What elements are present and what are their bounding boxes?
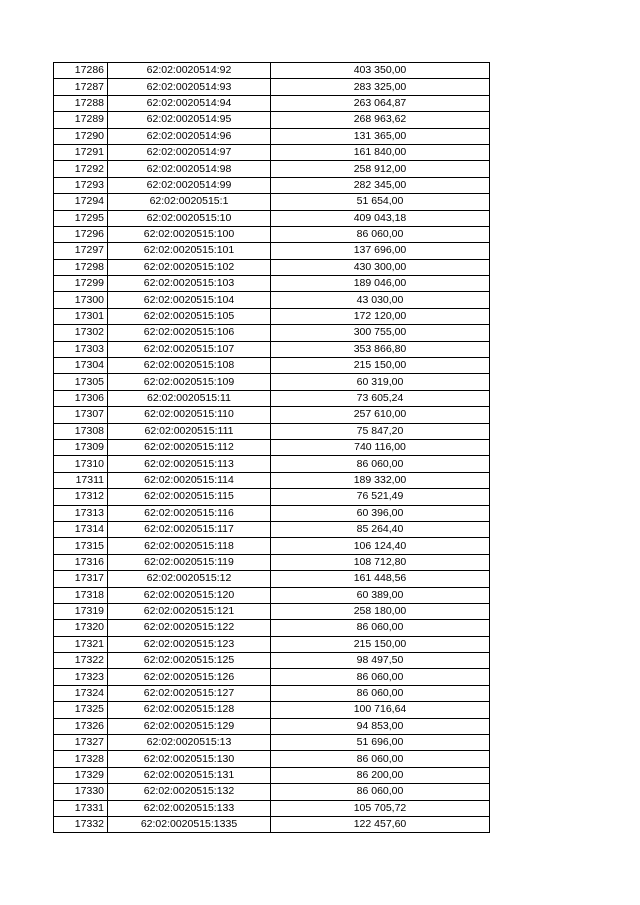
row-number-cell: 17314 xyxy=(54,521,108,537)
cadastral-number-cell: 62:02:0020515:129 xyxy=(108,718,271,734)
row-number-cell: 17292 xyxy=(54,161,108,177)
table-row xyxy=(54,423,490,439)
row-number-cell: 17320 xyxy=(54,620,108,636)
cadastral-value-cell: 283 325,00 xyxy=(271,79,490,95)
table-row xyxy=(54,439,490,455)
table-row xyxy=(54,751,490,767)
table-row xyxy=(54,243,490,259)
cadastral-value-cell: 86 060,00 xyxy=(271,620,490,636)
cadastral-number-cell: 62:02:0020515:120 xyxy=(108,587,271,603)
cadastral-number-cell: 62:02:0020515:114 xyxy=(108,472,271,488)
cadastral-number-cell: 62:02:0020515:128 xyxy=(108,702,271,718)
cadastral-number-cell: 62:02:0020515:106 xyxy=(108,325,271,341)
table-row xyxy=(54,554,490,570)
row-number-cell: 17312 xyxy=(54,489,108,505)
table-row xyxy=(54,177,490,193)
row-number-cell: 17301 xyxy=(54,308,108,324)
cadastral-number-cell: 62:02:0020515:1 xyxy=(108,194,271,210)
cadastral-number-cell: 62:02:0020515:116 xyxy=(108,505,271,521)
row-number-cell: 17319 xyxy=(54,603,108,619)
row-number-cell: 17313 xyxy=(54,505,108,521)
cadastral-value-cell: 43 030,00 xyxy=(271,292,490,308)
table-row xyxy=(54,538,490,554)
cadastral-number-cell: 62:02:0020515:115 xyxy=(108,489,271,505)
cadastral-value-cell: 60 389,00 xyxy=(271,587,490,603)
cadastral-value-cell: 75 847,20 xyxy=(271,423,490,439)
row-number-cell: 17299 xyxy=(54,276,108,292)
table-row xyxy=(54,407,490,423)
cadastral-number-cell: 62:02:0020515:109 xyxy=(108,374,271,390)
table-row xyxy=(54,226,490,242)
cadastral-value-cell: 430 300,00 xyxy=(271,259,490,275)
cadastral-value-cell: 263 064,87 xyxy=(271,95,490,111)
cadastral-number-cell: 62:02:0020515:110 xyxy=(108,407,271,423)
cadastral-number-cell: 62:02:0020515:123 xyxy=(108,636,271,652)
cadastral-value-cell: 60 396,00 xyxy=(271,505,490,521)
row-number-cell: 17296 xyxy=(54,226,108,242)
row-number-cell: 17298 xyxy=(54,259,108,275)
cadastral-number-cell: 62:02:0020515:122 xyxy=(108,620,271,636)
table-row xyxy=(54,571,490,587)
table-row xyxy=(54,718,490,734)
cadastral-value-cell: 73 605,24 xyxy=(271,390,490,406)
row-number-cell: 17310 xyxy=(54,456,108,472)
row-number-cell: 17289 xyxy=(54,112,108,128)
cadastral-value-cell: 100 716,64 xyxy=(271,702,490,718)
row-number-cell: 17318 xyxy=(54,587,108,603)
row-number-cell: 17291 xyxy=(54,144,108,160)
cadastral-number-cell: 62:02:0020515:12 xyxy=(108,571,271,587)
table-row xyxy=(54,276,490,292)
cadastral-value-cell: 257 610,00 xyxy=(271,407,490,423)
row-number-cell: 17316 xyxy=(54,554,108,570)
cadastral-value-cell: 76 521,49 xyxy=(271,489,490,505)
cadastral-number-cell: 62:02:0020514:96 xyxy=(108,128,271,144)
row-number-cell: 17286 xyxy=(54,63,108,79)
row-number-cell: 17331 xyxy=(54,800,108,816)
cadastral-number-cell: 62:02:0020515:111 xyxy=(108,423,271,439)
table-row xyxy=(54,210,490,226)
cadastral-number-cell: 62:02:0020515:119 xyxy=(108,554,271,570)
table-row xyxy=(54,784,490,800)
cadastral-number-cell: 62:02:0020515:11 xyxy=(108,390,271,406)
row-number-cell: 17293 xyxy=(54,177,108,193)
row-number-cell: 17300 xyxy=(54,292,108,308)
cadastral-number-cell: 62:02:0020515:105 xyxy=(108,308,271,324)
row-number-cell: 17302 xyxy=(54,325,108,341)
cadastral-value-cell: 161 840,00 xyxy=(271,144,490,160)
cadastral-value-cell: 60 319,00 xyxy=(271,374,490,390)
row-number-cell: 17330 xyxy=(54,784,108,800)
cadastral-number-cell: 62:02:0020515:103 xyxy=(108,276,271,292)
cadastral-value-cell: 189 046,00 xyxy=(271,276,490,292)
cadastral-number-cell: 62:02:0020514:99 xyxy=(108,177,271,193)
row-number-cell: 17287 xyxy=(54,79,108,95)
cadastral-value-cell: 215 150,00 xyxy=(271,358,490,374)
cadastral-number-cell: 62:02:0020515:108 xyxy=(108,358,271,374)
table-row xyxy=(54,390,490,406)
cadastral-value-table xyxy=(53,62,490,833)
table-row xyxy=(54,767,490,783)
cadastral-value-cell: 94 853,00 xyxy=(271,718,490,734)
table-row xyxy=(54,341,490,357)
cadastral-number-cell: 62:02:0020515:100 xyxy=(108,226,271,242)
cadastral-number-cell: 62:02:0020514:98 xyxy=(108,161,271,177)
table-row xyxy=(54,472,490,488)
cadastral-value-cell: 108 712,80 xyxy=(271,554,490,570)
cadastral-number-cell: 62:02:0020514:97 xyxy=(108,144,271,160)
cadastral-value-cell: 409 043,18 xyxy=(271,210,490,226)
cadastral-number-cell: 62:02:0020515:13 xyxy=(108,735,271,751)
cadastral-value-cell: 86 060,00 xyxy=(271,669,490,685)
cadastral-value-cell: 85 264,40 xyxy=(271,521,490,537)
cadastral-number-cell: 62:02:0020515:117 xyxy=(108,521,271,537)
table-row xyxy=(54,816,490,832)
row-number-cell: 17303 xyxy=(54,341,108,357)
table-row xyxy=(54,669,490,685)
cadastral-number-cell: 62:02:0020515:126 xyxy=(108,669,271,685)
table-row xyxy=(54,489,490,505)
cadastral-value-cell: 86 200,00 xyxy=(271,767,490,783)
table-row xyxy=(54,702,490,718)
cadastral-value-cell: 106 124,40 xyxy=(271,538,490,554)
table-row xyxy=(54,653,490,669)
cadastral-number-cell: 62:02:0020514:93 xyxy=(108,79,271,95)
row-number-cell: 17326 xyxy=(54,718,108,734)
row-number-cell: 17295 xyxy=(54,210,108,226)
cadastral-value-cell: 215 150,00 xyxy=(271,636,490,652)
cadastral-number-cell: 62:02:0020515:112 xyxy=(108,439,271,455)
row-number-cell: 17290 xyxy=(54,128,108,144)
row-number-cell: 17327 xyxy=(54,735,108,751)
cadastral-value-cell: 51 696,00 xyxy=(271,735,490,751)
table-row xyxy=(54,374,490,390)
cadastral-number-cell: 62:02:0020515:121 xyxy=(108,603,271,619)
cadastral-number-cell: 62:02:0020515:131 xyxy=(108,767,271,783)
table-row xyxy=(54,325,490,341)
table-row xyxy=(54,161,490,177)
row-number-cell: 17306 xyxy=(54,390,108,406)
table-row xyxy=(54,505,490,521)
row-number-cell: 17324 xyxy=(54,685,108,701)
cadastral-value-cell: 98 497,50 xyxy=(271,653,490,669)
table-row xyxy=(54,685,490,701)
cadastral-value-cell: 122 457,60 xyxy=(271,816,490,832)
row-number-cell: 17315 xyxy=(54,538,108,554)
table-row xyxy=(54,259,490,275)
cadastral-number-cell: 62:02:0020514:94 xyxy=(108,95,271,111)
row-number-cell: 17308 xyxy=(54,423,108,439)
cadastral-value-cell: 137 696,00 xyxy=(271,243,490,259)
row-number-cell: 17297 xyxy=(54,243,108,259)
cadastral-number-cell: 62:02:0020515:132 xyxy=(108,784,271,800)
cadastral-number-cell: 62:02:0020515:127 xyxy=(108,685,271,701)
cadastral-value-cell: 105 705,72 xyxy=(271,800,490,816)
cadastral-value-cell: 131 365,00 xyxy=(271,128,490,144)
row-number-cell: 17325 xyxy=(54,702,108,718)
table-row xyxy=(54,144,490,160)
cadastral-number-cell: 62:02:0020515:101 xyxy=(108,243,271,259)
table-row xyxy=(54,358,490,374)
row-number-cell: 17294 xyxy=(54,194,108,210)
row-number-cell: 17321 xyxy=(54,636,108,652)
table-body xyxy=(54,63,490,833)
table-row xyxy=(54,292,490,308)
cadastral-value-cell: 282 345,00 xyxy=(271,177,490,193)
row-number-cell: 17305 xyxy=(54,374,108,390)
cadastral-number-cell: 62:02:0020515:102 xyxy=(108,259,271,275)
cadastral-value-cell: 353 866,80 xyxy=(271,341,490,357)
table-row xyxy=(54,521,490,537)
table-row xyxy=(54,456,490,472)
row-number-cell: 17323 xyxy=(54,669,108,685)
cadastral-number-cell: 62:02:0020515:1335 xyxy=(108,816,271,832)
cadastral-value-cell: 403 350,00 xyxy=(271,63,490,79)
cadastral-value-cell: 86 060,00 xyxy=(271,685,490,701)
cadastral-number-cell: 62:02:0020515:130 xyxy=(108,751,271,767)
table-row xyxy=(54,308,490,324)
row-number-cell: 17332 xyxy=(54,816,108,832)
row-number-cell: 17304 xyxy=(54,358,108,374)
table-row xyxy=(54,735,490,751)
cadastral-number-cell: 62:02:0020514:95 xyxy=(108,112,271,128)
cadastral-value-cell: 740 116,00 xyxy=(271,439,490,455)
table-row xyxy=(54,620,490,636)
cadastral-value-cell: 189 332,00 xyxy=(271,472,490,488)
row-number-cell: 17322 xyxy=(54,653,108,669)
document-sheet xyxy=(53,62,487,833)
row-number-cell: 17328 xyxy=(54,751,108,767)
cadastral-number-cell: 62:02:0020515:133 xyxy=(108,800,271,816)
cadastral-number-cell: 62:02:0020515:10 xyxy=(108,210,271,226)
row-number-cell: 17288 xyxy=(54,95,108,111)
cadastral-value-cell: 86 060,00 xyxy=(271,456,490,472)
table-row xyxy=(54,194,490,210)
table-row xyxy=(54,587,490,603)
cadastral-number-cell: 62:02:0020515:113 xyxy=(108,456,271,472)
cadastral-number-cell: 62:02:0020515:104 xyxy=(108,292,271,308)
cadastral-value-cell: 258 180,00 xyxy=(271,603,490,619)
cadastral-value-cell: 86 060,00 xyxy=(271,226,490,242)
cadastral-number-cell: 62:02:0020515:118 xyxy=(108,538,271,554)
cadastral-value-cell: 86 060,00 xyxy=(271,751,490,767)
table-row xyxy=(54,79,490,95)
cadastral-value-cell: 172 120,00 xyxy=(271,308,490,324)
table-row xyxy=(54,95,490,111)
row-number-cell: 17311 xyxy=(54,472,108,488)
row-number-cell: 17329 xyxy=(54,767,108,783)
cadastral-value-cell: 300 755,00 xyxy=(271,325,490,341)
cadastral-number-cell: 62:02:0020514:92 xyxy=(108,63,271,79)
row-number-cell: 17307 xyxy=(54,407,108,423)
row-number-cell: 17309 xyxy=(54,439,108,455)
table-row xyxy=(54,603,490,619)
cadastral-value-cell: 161 448,56 xyxy=(271,571,490,587)
table-row xyxy=(54,128,490,144)
table-row xyxy=(54,636,490,652)
cadastral-value-cell: 268 963,62 xyxy=(271,112,490,128)
cadastral-value-cell: 86 060,00 xyxy=(271,784,490,800)
table-row xyxy=(54,112,490,128)
cadastral-number-cell: 62:02:0020515:125 xyxy=(108,653,271,669)
cadastral-number-cell: 62:02:0020515:107 xyxy=(108,341,271,357)
cadastral-value-cell: 258 912,00 xyxy=(271,161,490,177)
cadastral-value-cell: 51 654,00 xyxy=(271,194,490,210)
table-row xyxy=(54,800,490,816)
row-number-cell: 17317 xyxy=(54,571,108,587)
table-row xyxy=(54,63,490,79)
